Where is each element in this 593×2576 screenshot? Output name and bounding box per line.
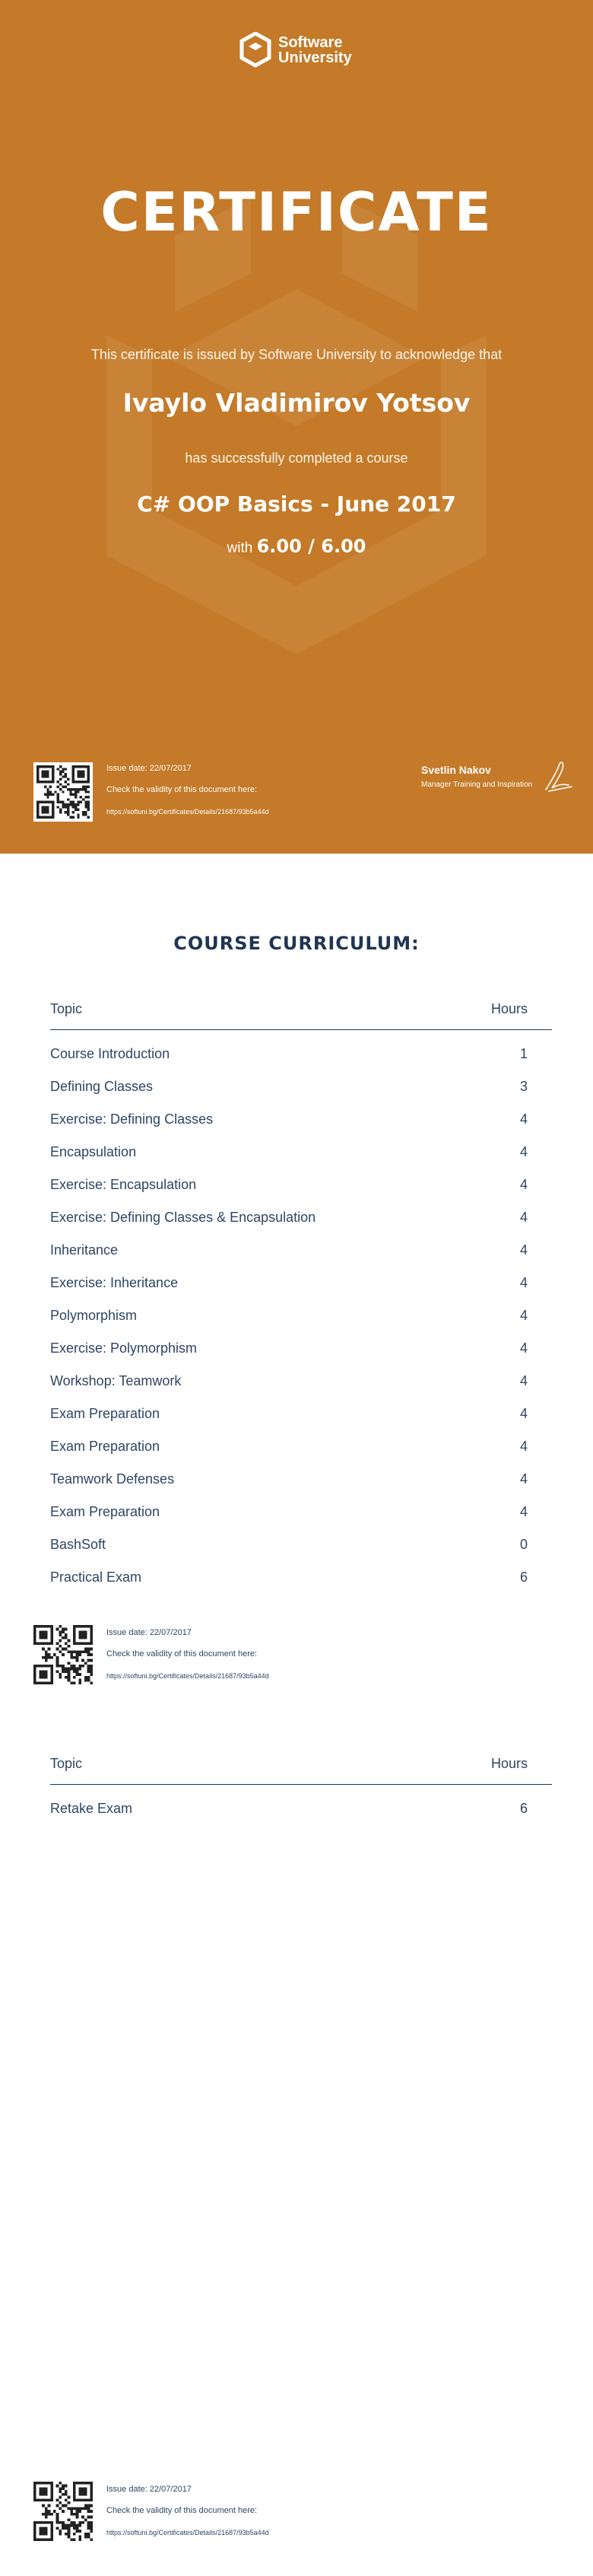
hours-cell: 4	[519, 1504, 528, 1519]
hours-cell: 4	[519, 1275, 528, 1290]
topic-cell: BashSoft	[50, 1537, 106, 1552]
hours-cell: 4	[519, 1373, 528, 1388]
topic-cell: Exam Preparation	[50, 1439, 160, 1454]
topic-cell: Practical Exam	[50, 1569, 142, 1585]
hours-cell: 6	[519, 1569, 528, 1585]
hours-cell: 4	[519, 1144, 528, 1159]
table-row	[50, 1070, 552, 1103]
table-row	[50, 1561, 552, 1594]
topic-cell: Defining Classes	[50, 1079, 154, 1094]
table-row	[50, 1103, 552, 1136]
validity-link[interactable]: https://softuni.bg/Certificates/Details/21687/93b5a44d	[106, 2529, 269, 2536]
hexagon-watermark-icon	[0, 183, 593, 669]
qr-code-icon[interactable]	[33, 1625, 93, 1684]
signature-icon	[541, 759, 575, 794]
table-row	[50, 1365, 552, 1398]
hours-cell: 4	[519, 1210, 528, 1225]
table-header	[50, 1744, 552, 1785]
validity-link[interactable]: https://softuni.bg/Certificates/Details/21687/93b5a44d	[106, 808, 269, 816]
grade-line	[0, 536, 593, 557]
completion-statement: has successfully completed a course	[185, 450, 408, 466]
table-row	[50, 1136, 552, 1169]
signer-name: Svetlin Nakov	[421, 764, 491, 776]
topic-cell: Exercise: Polymorphism	[50, 1340, 198, 1356]
table-row	[50, 1430, 552, 1463]
hours-cell: 4	[519, 1177, 528, 1192]
topic-cell: Polymorphism	[50, 1308, 138, 1323]
hours-cell: 4	[519, 1439, 528, 1454]
topic-cell: Exam Preparation	[50, 1406, 160, 1421]
issue-date: Issue date: 22/07/2017	[106, 2485, 192, 2494]
qr-code-icon[interactable]	[33, 2482, 93, 2541]
issued-statement: This certificate is issued by Software University to acknowledge that	[90, 347, 503, 362]
validity-check-text: Check the validity of this document here:	[106, 1649, 258, 1658]
curriculum-table	[50, 989, 552, 1594]
issue-date: Issue date: 22/07/2017	[106, 764, 192, 773]
topic-cell: Exam Preparation	[50, 1504, 160, 1519]
table-header	[50, 989, 552, 1030]
grade-prefix: with	[227, 540, 253, 556]
recipient-name: Ivaylo Vladimirov Yotsov	[122, 388, 471, 418]
topic-cell: Inheritance	[50, 1242, 119, 1258]
validity-link[interactable]: https://softuni.bg/Certificates/Details/21687/93b5a44d	[106, 1672, 269, 1680]
topic-cell: Exercise: Inheritance	[50, 1275, 179, 1290]
table-row	[50, 1463, 552, 1496]
hours-cell: 4	[519, 1242, 528, 1258]
table-row	[50, 1038, 552, 1070]
qr-code-icon[interactable]	[33, 762, 93, 822]
signer-role: Manager Training and Inspiration	[421, 781, 533, 789]
certificate-title: CERTIFICATE	[100, 181, 493, 243]
certificate-hero	[0, 0, 593, 854]
table-row	[50, 1267, 552, 1299]
column-header-hours: Hours	[490, 1756, 528, 1771]
table-row	[50, 1234, 552, 1267]
issue-date: Issue date: 22/07/2017	[106, 1628, 192, 1637]
topic-cell: Teamwork Defenses	[50, 1471, 175, 1487]
logo-text	[278, 35, 352, 65]
hours-cell: 6	[519, 1801, 528, 1816]
topic-cell: Exercise: Defining Classes	[50, 1111, 214, 1127]
table-row	[50, 1299, 552, 1332]
logo-line-2: University	[278, 49, 352, 66]
hours-cell: 4	[519, 1406, 528, 1421]
softuni-logo-icon	[239, 32, 272, 68]
hours-cell: 3	[519, 1079, 528, 1094]
topic-cell: Exercise: Encapsulation	[50, 1177, 197, 1192]
validity-footer	[33, 2482, 414, 2543]
topic-cell: Retake Exam	[50, 1801, 133, 1816]
course-name: C# OOP Basics - June 2017	[137, 491, 456, 517]
table-row	[50, 1792, 552, 1825]
hours-cell: 4	[519, 1308, 528, 1323]
table-row	[50, 1528, 552, 1561]
hours-cell: 4	[519, 1340, 528, 1356]
validity-footer	[33, 1625, 414, 1686]
softuni-logo	[239, 32, 352, 68]
topic-cell: Encapsulation	[50, 1144, 137, 1159]
curriculum-heading: COURSE CURRICULUM:	[173, 933, 420, 954]
topic-cell: Workshop: Teamwork	[50, 1373, 182, 1388]
column-header-hours: Hours	[490, 1001, 528, 1016]
table-row	[50, 1398, 552, 1430]
column-header-topic: Topic	[50, 1001, 83, 1016]
table-row	[50, 1169, 552, 1201]
table-row	[50, 1496, 552, 1528]
hours-cell: 4	[519, 1111, 528, 1127]
topic-cell: Exercise: Defining Classes & Encapsulation	[50, 1210, 316, 1225]
hours-cell: 0	[519, 1537, 528, 1552]
hours-cell: 1	[519, 1046, 528, 1061]
hours-cell: 4	[519, 1471, 528, 1487]
table-row	[50, 1332, 552, 1365]
grade-value: 6.00 / 6.00	[256, 536, 366, 557]
column-header-topic: Topic	[50, 1756, 83, 1771]
table-row	[50, 1201, 552, 1234]
validity-check-text: Check the validity of this document here:	[106, 785, 258, 794]
logo-line-1: Software	[278, 34, 343, 51]
curriculum-table-continued	[50, 1744, 552, 1825]
topic-cell: Course Introduction	[50, 1046, 170, 1061]
validity-check-text: Check the validity of this document here:	[106, 2506, 258, 2515]
